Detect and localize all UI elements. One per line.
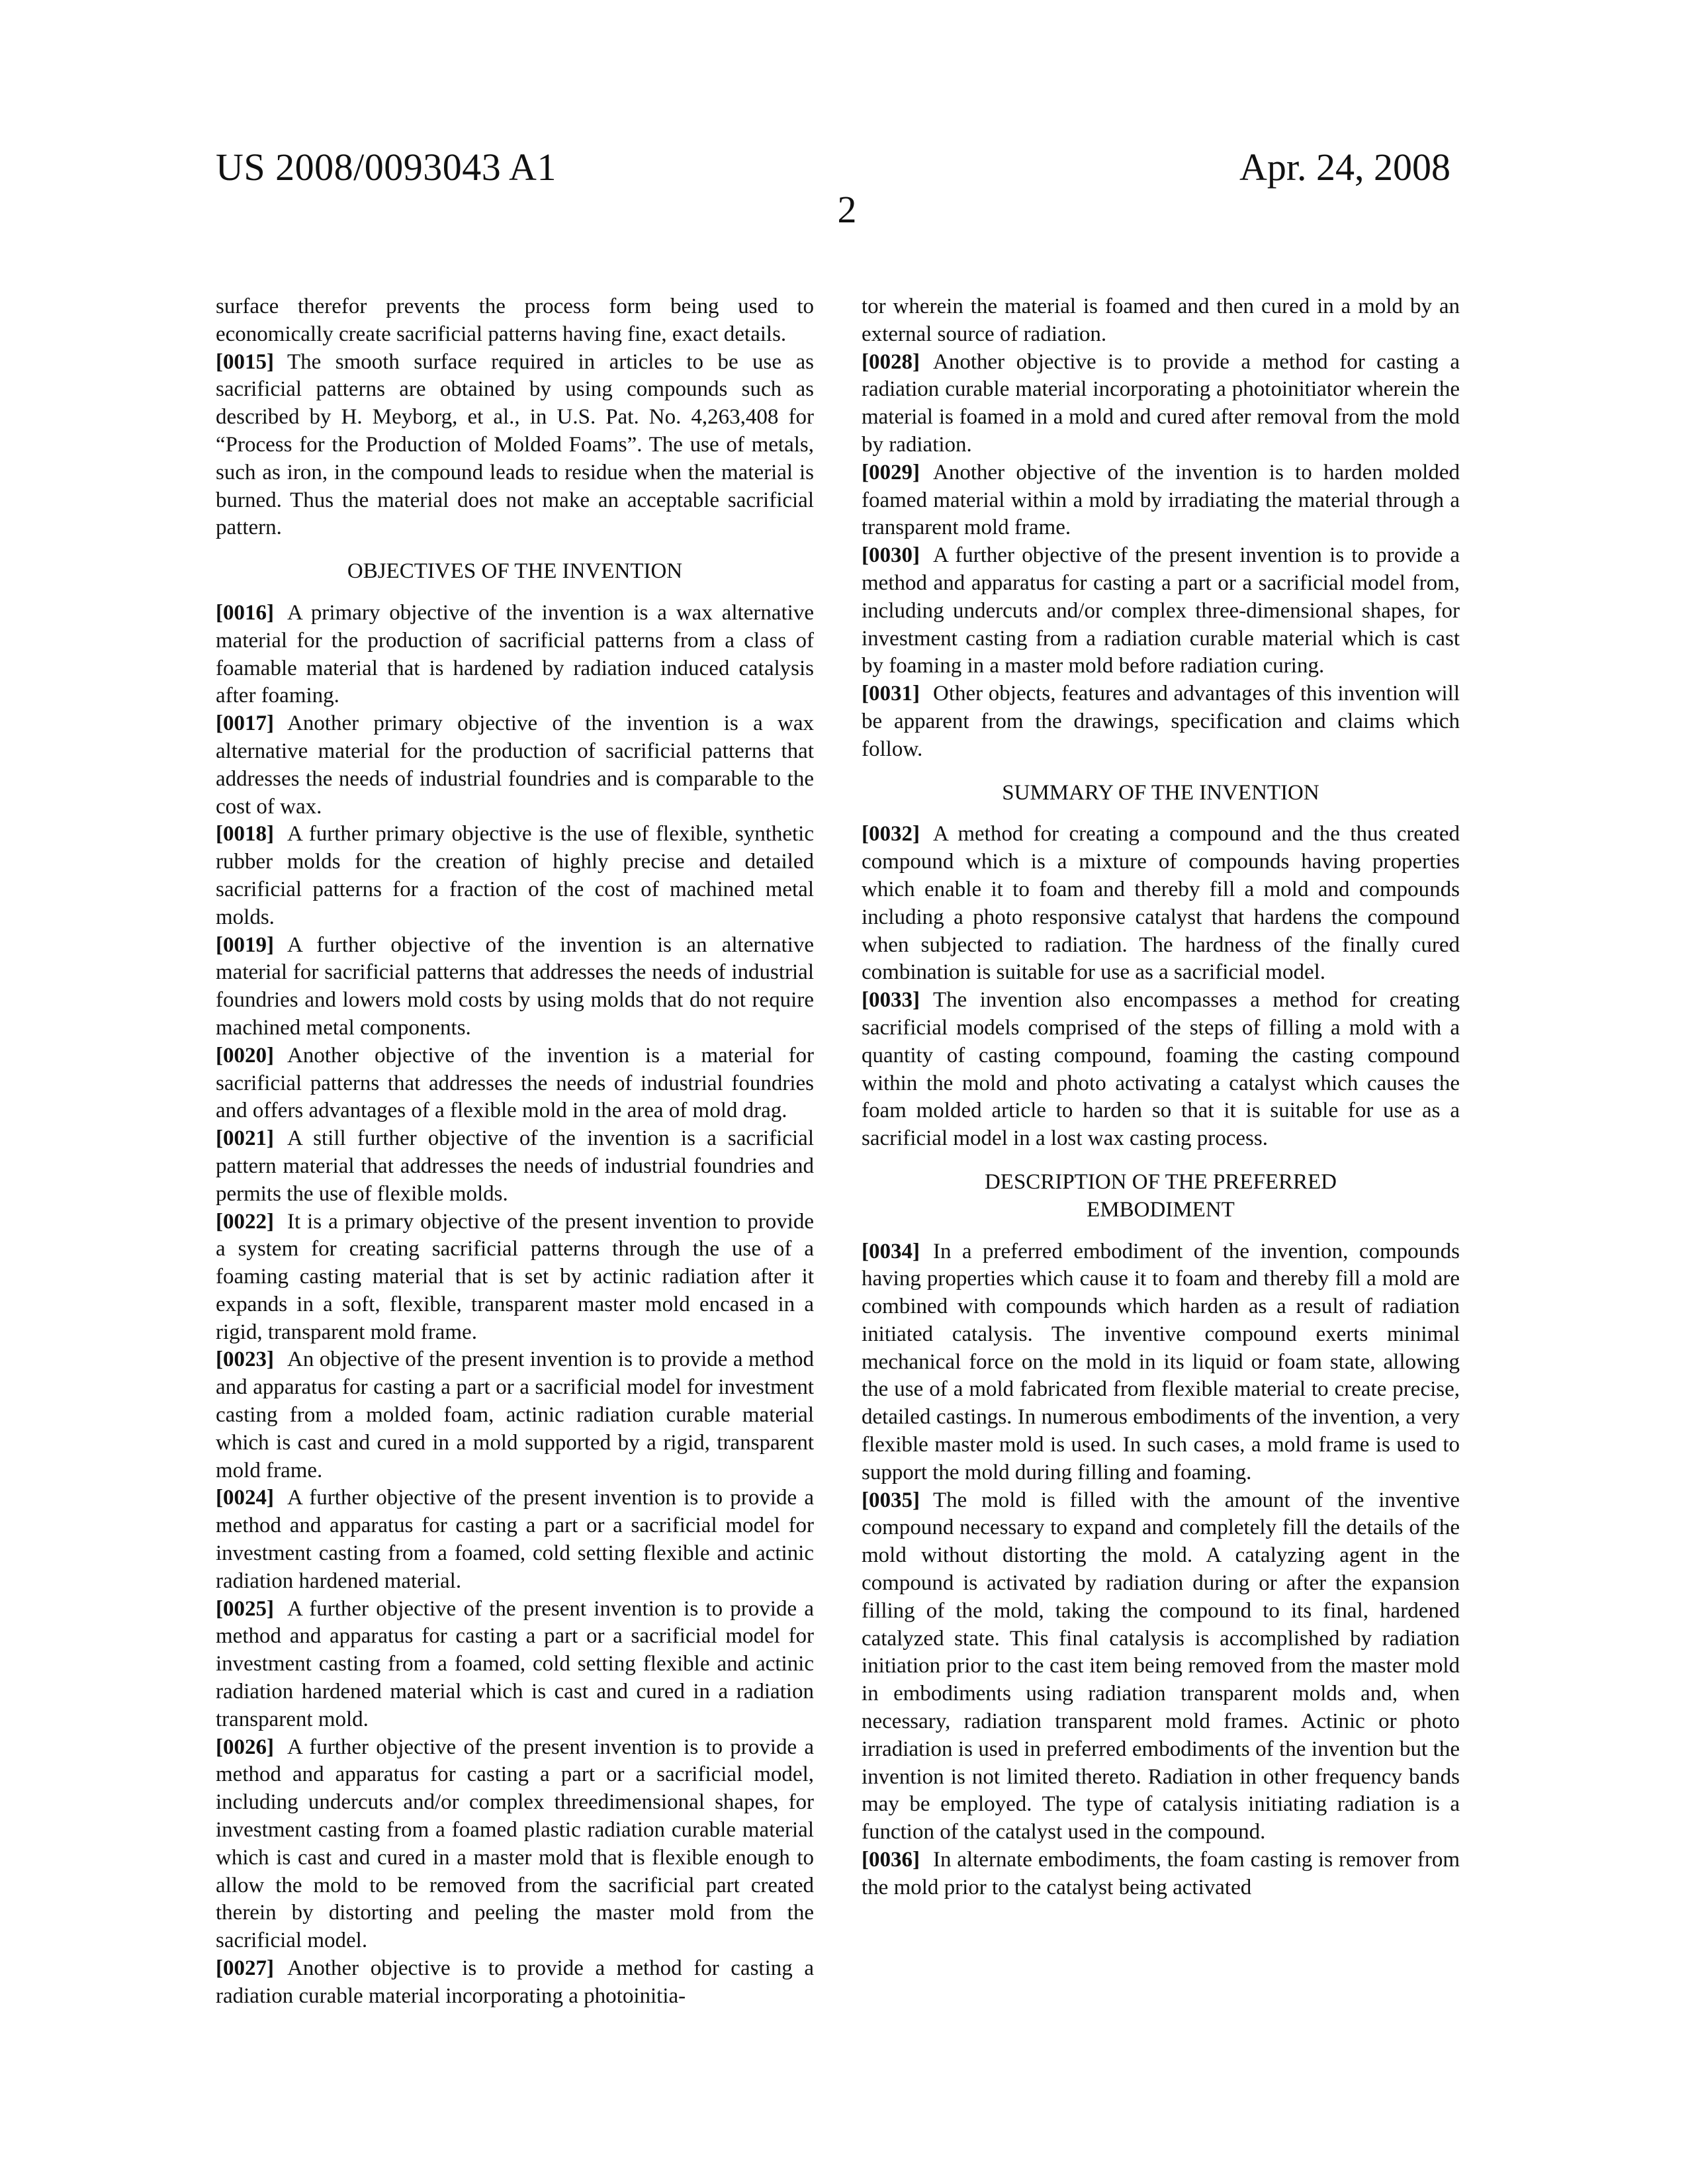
paragraph-0020 — [216, 1042, 814, 1125]
paragraph-text: In a preferred embodiment of the invention, com­pounds having properties which cause it to foam and thereby fill a mold are combined with compounds which harden as a result of radiation initiated catalysis. The inventive com­pound exerts minimal mechanical force on the mold in its liquid or foam state, allowing the use of a mold fabricated from flexible material to create precise, detailed castings. In numerous embodiments of the invention, a very flexible master mold is used. In such cases, a mold frame is used to support the mold during filling and foaming. — [862, 1240, 1460, 1484]
continuation-paragraph: tor wherein the material is foamed and then cured in a mold by an external source of radiation. — [862, 293, 1460, 349]
paragraph-0015 — [216, 349, 814, 543]
paragraph-text: Another objective of the invention is a material for sacrificial patterns that addresses the needs of industrial foundries and offers advantages of a flexible mold in the area of mold drag. — [216, 1044, 814, 1123]
heading-line: EMBODIMENT — [862, 1197, 1460, 1224]
paragraph-number: [0024] — [216, 1486, 274, 1510]
paragraph-number: [0019] — [216, 933, 274, 957]
paragraph-number: [0016] — [216, 601, 274, 625]
heading-line: DESCRIPTION OF THE PREFERRED — [862, 1169, 1460, 1197]
paragraph-text: In alternate embodiments, the foam casting is remover from the mold prior to the catalyst being activated — [862, 1848, 1460, 1899]
paragraph-text: The smooth surface required in articles to be use as sacrificial patterns are obtained by using compounds such as described by H. Meyborg, et al., in U.S. Pat. No. 4,263,408 for “Process for the Production of Molded Foams”. The use of metals, such as iron, in the compound leads to residue when the material is burned. Thus the material does not make an acceptable sacrificial pattern. — [216, 350, 814, 540]
publication-date: Apr. 24, 2008 — [1239, 144, 1450, 191]
paragraph-number: [0027] — [216, 1956, 274, 1980]
paragraph-text: A further objective of the invention is an alternative material for sacrificial patterns that addresses the needs of industrial foundries and lowers mold costs by using molds that do not require machined metal components. — [216, 933, 814, 1040]
paragraph-number: [0020] — [216, 1044, 274, 1068]
paragraph-text: A further primary objective is the use of flexible, synthetic rubber molds for the creation of highly precise and detailed sacrificial patterns for a fraction of the cost of machined metal molds. — [216, 822, 814, 929]
paragraph-0035 — [862, 1487, 1460, 1846]
paragraph-0018 — [216, 821, 814, 931]
paragraph-number: [0025] — [216, 1597, 274, 1621]
page-number: 2 — [0, 187, 1694, 233]
paragraph-number: [0031] — [862, 682, 920, 705]
paragraph-0025 — [216, 1596, 814, 1734]
paragraph-number: [0032] — [862, 822, 920, 846]
paragraph-number: [0036] — [862, 1848, 920, 1872]
paragraph-text: Other objects, features and advantages of this invention will be apparent from the drawings, specification and claims which follow. — [862, 682, 1460, 761]
right-column — [862, 293, 1460, 1902]
paragraph-0016 — [216, 600, 814, 710]
paragraph-number: [0023] — [216, 1347, 274, 1371]
section-heading-objectives: OBJECTIVES OF THE INVENTION — [216, 558, 814, 586]
paragraph-number: [0035] — [862, 1488, 920, 1512]
paragraph-text: A method for creating a compound and the thus created compound which is a mixture of compounds having properties which enable it to foam and thereby fill a mold and compounds including a photo responsive catalyst that hardens the compound when subjected to radiation. The hardness of the finally cured combination is suitable for use as a sacrificial model. — [862, 822, 1460, 984]
paragraph-text: Another objective is to provide a method for cast­ing a radiation curable material incorporating a photoinitia- — [216, 1956, 814, 2008]
paragraph-number: [0018] — [216, 822, 274, 846]
paragraph-0024 — [216, 1484, 814, 1595]
paragraph-text: The invention also encompasses a method for creating sacrificial models comprised of the steps of filling a mold with a quantity of casting compound, foaming the casting compound within the mold and photo activating a catalyst which causes the foam molded article to harden so that it is suitable for use as a sacrificial model in a lost wax casting process. — [862, 988, 1460, 1150]
paragraph-text: An objective of the present invention is to provide a method and apparatus for casting a part or a sacrificial model for investment casting from a molded foam, actinic radiation curable material which is cast and cured in a mold supported by a rigid, transparent mold frame. — [216, 1347, 814, 1482]
paragraph-0023 — [216, 1346, 814, 1484]
paragraph-number: [0017] — [216, 711, 274, 735]
paragraph-0022 — [216, 1208, 814, 1347]
left-column — [216, 293, 814, 2011]
paragraph-number: [0034] — [862, 1240, 920, 1263]
section-heading-summary: SUMMARY OF THE INVENTION — [862, 780, 1460, 807]
paragraph-text: Another primary objective of the invention is a wax alternative material for the production of sacrificial patterns that addresses the needs of industrial foundries and is comparable to the cost of wax. — [216, 711, 814, 818]
paragraph-number: [0030] — [862, 543, 920, 567]
paragraph-number: [0028] — [862, 350, 920, 374]
paragraph-0034 — [862, 1238, 1460, 1487]
paragraph-0019 — [216, 932, 814, 1042]
paragraph-number: [0033] — [862, 988, 920, 1012]
paragraph-text: The mold is filled with the amount of the inventive compound necessary to expand and completely fill the details of the mold without distorting the mold. A catalyzing agent in the compound is activated by radiation during or after the expansion filling of the mold, taking the compound to its final, hardened catalyzed state. This final catalysis is accomplished by radiation initiation prior to the cast item being removed from the master mold in embodiments using radiation transparent molds and, when necessary, radiation transparent mold frames. Actinic or photo irradiation is used in preferred embodiments of the invention but the invention is not limited thereto. Radiation in other frequency bands may be employed. The type of catalysis initiating radiation is a function of the catalyst used in the compound. — [862, 1488, 1460, 1844]
paragraph-0017 — [216, 710, 814, 821]
publication-number: US 2008/0093043 A1 — [216, 144, 557, 191]
paragraph-text: A further objective of the present invention is to provide a method and apparatus for casting a part or a sacrificial model for investment casting from a foamed, cold setting flexible and actinic radiation hardened material. — [216, 1486, 814, 1592]
paragraph-0032 — [862, 821, 1460, 987]
paragraph-text: A further objective of the present invention is to provide a method and apparatus for casting a part or a sacrificial model for investment casting from a foamed, cold setting flexible and actinic radiation hardened material which is cast and cured in a radiation transparent mold. — [216, 1597, 814, 1731]
paragraph-text: It is a primary objective of the present invention to provide a system for creating sacrificial patterns through the use of a foaming casting material that is set by actinic radiation after it expands in a soft, flexible, transparent master mold encased in a rigid, transparent mold frame. — [216, 1210, 814, 1344]
paragraph-number: [0015] — [216, 350, 274, 374]
paragraph-0028 — [862, 349, 1460, 459]
paragraph-number: [0021] — [216, 1126, 274, 1150]
intro-paragraph: surface therefor prevents the process form being used to economically create sacrificial patterns having fine, exact details. — [216, 293, 814, 349]
paragraph-0031 — [862, 680, 1460, 763]
paragraph-text: Another objective of the invention is to harden molded foamed material within a mold by irradiating the material through a transparent mold frame. — [862, 461, 1460, 540]
paragraph-number: [0026] — [216, 1735, 274, 1759]
paragraph-0033 — [862, 987, 1460, 1153]
paragraph-0027 — [216, 1955, 814, 2011]
paragraph-0030 — [862, 542, 1460, 680]
section-heading-description — [862, 1169, 1460, 1224]
paragraph-text: Another objective is to provide a method for cast­ing a radiation curable material incorporating a photoinitia­tor wherein the material is foamed in a mold and cured after removal from the mold by radiation. — [862, 350, 1460, 457]
paragraph-number: [0029] — [862, 461, 920, 484]
paragraph-text: A further objective of the present invention is to provide a method and apparatus for casting a part or a sacrificial model, including undercuts and/or complex three­dimensional shapes, for investment casting from a foamed plastic radiation curable material which is cast and cured in a master mold that is flexible enough to allow the mold to be removed from the sacrificial part created therein by distort­ing and peeling the master mold from the sacrificial model. — [216, 1735, 814, 1953]
paragraph-number: [0022] — [216, 1210, 274, 1234]
paragraph-text: A further objective of the present invention is to provide a method and apparatus for casting a part or a sacrificial model from, including undercuts and/or complex three-dimensional shapes, for investment casting from a radiation curable material which is cast by foaming in a master mold before radiation curing. — [862, 543, 1460, 678]
paragraph-0036 — [862, 1846, 1460, 1902]
paragraph-0029 — [862, 459, 1460, 542]
paragraph-text: A primary objective of the invention is a wax alternative material for the production of sacrificial patterns from a class of foamable material that is hardened by radiation induced catalysis after foaming. — [216, 601, 814, 707]
paragraph-text: A still further objective of the invention is a sac­rificial pattern material that addresses the needs of industrial foundries and permits the use of flexible molds. — [216, 1126, 814, 1206]
paragraph-0021 — [216, 1125, 814, 1208]
paragraph-0026 — [216, 1734, 814, 1955]
